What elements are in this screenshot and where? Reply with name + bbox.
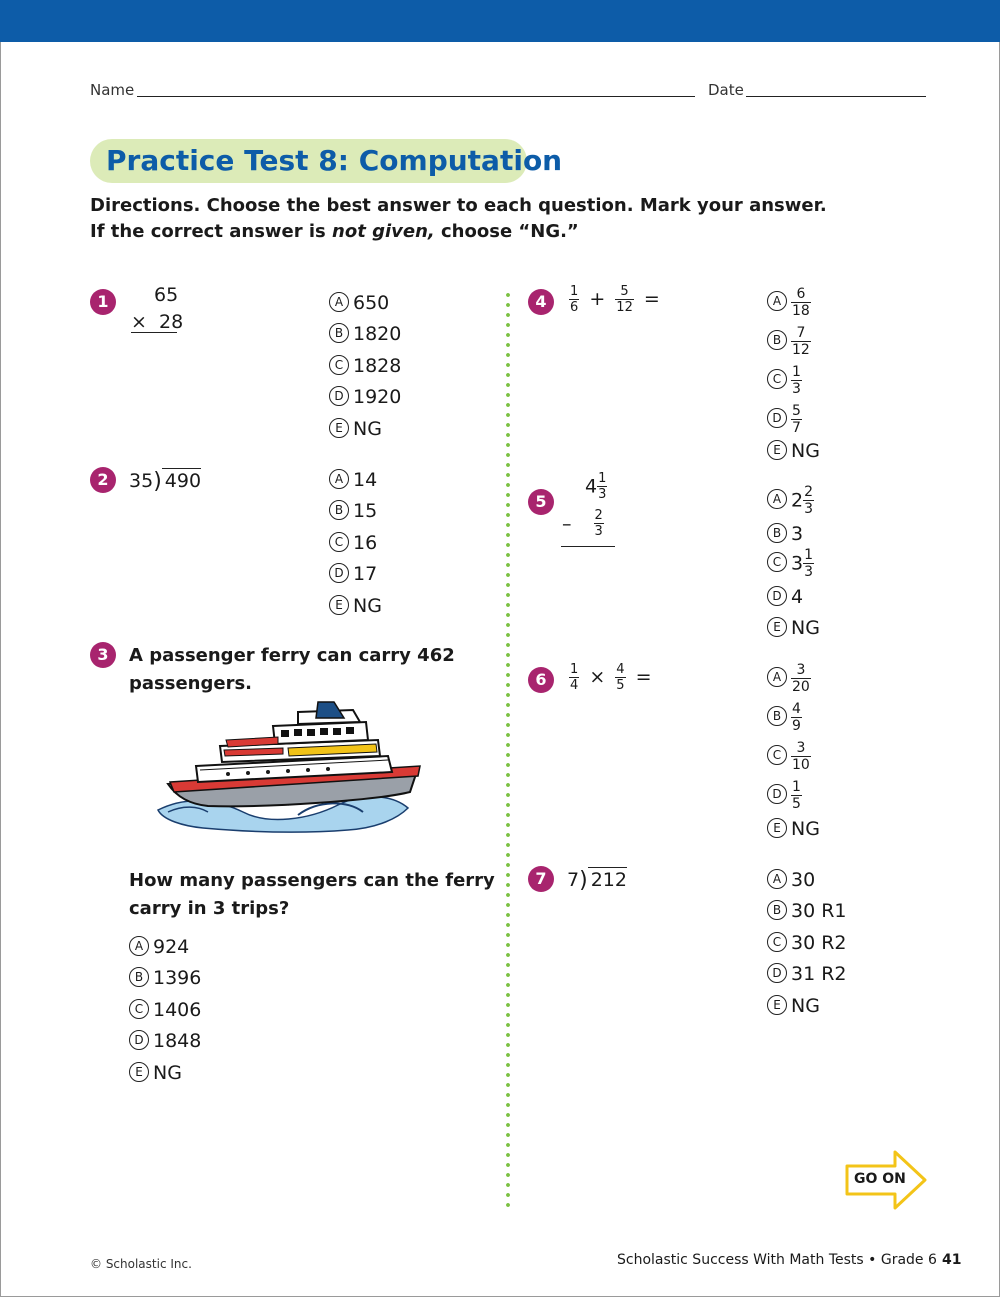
q5-option-c[interactable]: C 3 $\frac{1}{3}$ <box>767 547 814 581</box>
q4-option-c[interactable]: C $\frac{1}{3}$ <box>767 364 802 398</box>
q2-option-c[interactable]: C 16 <box>329 532 377 554</box>
q5-rule <box>561 546 615 547</box>
go-on-label: GO ON <box>854 1171 906 1187</box>
q4-option-e[interactable]: E NG <box>767 440 820 462</box>
q7-option-a[interactable]: A 30 <box>767 869 815 891</box>
directions-line-1: Directions. Choose the best answer to each question. Mark your answer. <box>90 195 827 216</box>
q3-option-d[interactable]: D 1848 <box>129 1030 201 1052</box>
question-number-6: 6 <box>528 667 554 693</box>
q3-option-b[interactable]: B 1396 <box>129 967 201 989</box>
q5-option-d[interactable]: D 4 <box>767 586 803 608</box>
top-color-bar <box>0 0 1000 42</box>
q5-option-e[interactable]: E NG <box>767 617 820 639</box>
q5-option-a[interactable]: A 2 $\frac{2}{3}$ <box>767 484 814 518</box>
book-title: Scholastic Success With Math Tests • Grade 6 <box>617 1252 937 1268</box>
q3-stem-line-1: A passenger ferry can carry 462 <box>129 645 455 666</box>
q4-option-d[interactable]: D $\frac{5}{7}$ <box>767 403 802 437</box>
question-number-1: 1 <box>90 289 116 315</box>
directions-line-2: If the correct answer is not given, choose “NG.” <box>90 221 579 242</box>
q2-option-b[interactable]: B 15 <box>329 500 377 522</box>
q7-option-d[interactable]: D 31 R2 <box>767 963 847 985</box>
column-divider <box>506 290 510 1210</box>
question-number-7: 7 <box>528 866 554 892</box>
q3-option-a[interactable]: A 924 <box>129 936 189 958</box>
q1-option-a[interactable]: A 650 <box>329 292 389 314</box>
q2-option-d[interactable]: D 17 <box>329 563 377 585</box>
q6-option-b[interactable]: B $\frac{4}{9}$ <box>767 701 802 735</box>
q3-question-line-1: How many passengers can the ferry <box>129 870 495 891</box>
q5-minuend: 4 $\frac{1}{3}$ <box>585 471 607 502</box>
q7-long-division: 7) 212 <box>567 868 627 893</box>
q6-option-c[interactable]: C $\frac{3}{10}$ <box>767 740 811 774</box>
q1-option-c[interactable]: C 1828 <box>329 355 401 377</box>
q6-option-a[interactable]: A $\frac{3}{20}$ <box>767 662 811 696</box>
q1-option-b[interactable]: B 1820 <box>329 323 401 345</box>
date-label: Date <box>708 81 744 99</box>
q7-option-c[interactable]: C 30 R2 <box>767 932 847 954</box>
q3-option-e[interactable]: E NG <box>129 1062 182 1084</box>
q4-option-b[interactable]: B $\frac{7}{12}$ <box>767 325 811 359</box>
q1-top-operand: 65 <box>154 284 179 306</box>
q3-option-c[interactable]: C 1406 <box>129 999 201 1021</box>
date-field[interactable] <box>746 96 926 97</box>
q3-question-line-2: carry in 3 trips? <box>129 898 290 919</box>
q7-option-b[interactable]: B 30 R1 <box>767 900 847 922</box>
q2-option-a[interactable]: A 14 <box>329 469 377 491</box>
q1-option-e[interactable]: E NG <box>329 418 382 440</box>
name-label: Name <box>90 81 135 99</box>
q2-option-e[interactable]: E NG <box>329 595 382 617</box>
q1-option-d[interactable]: D 1920 <box>329 386 401 408</box>
q2-long-division: 35) 490 <box>129 469 202 494</box>
q6-option-e[interactable]: E NG <box>767 818 820 840</box>
page-title: Practice Test 8: Computation <box>106 144 563 177</box>
copyright: © Scholastic Inc. <box>90 1257 192 1271</box>
question-number-3: 3 <box>90 642 116 668</box>
q3-stem-line-2: passengers. <box>129 673 253 694</box>
question-number-2: 2 <box>90 467 116 493</box>
q6-option-d[interactable]: D $\frac{1}{5}$ <box>767 779 802 813</box>
q4-expression: $\frac{1}{6}$ + $\frac{5}{12}$ = <box>570 284 660 315</box>
q5-option-b[interactable]: B 3 <box>767 523 803 545</box>
q7-option-e[interactable]: E NG <box>767 995 820 1017</box>
page-number: 41 <box>942 1252 962 1268</box>
question-number-4: 4 <box>528 289 554 315</box>
question-number-5: 5 <box>528 489 554 515</box>
q1-rule <box>131 332 177 333</box>
q1-bottom-operand: × 28 <box>131 311 184 333</box>
q4-option-a[interactable]: A $\frac{6}{18}$ <box>767 286 811 320</box>
ferry-illustration <box>148 700 433 835</box>
name-field[interactable] <box>137 96 695 97</box>
q5-subtrahend: – $\frac{2}{3}$ <box>562 508 603 539</box>
q6-expression: $\frac{1}{4}$ × $\frac{4}{5}$ = <box>570 662 652 693</box>
